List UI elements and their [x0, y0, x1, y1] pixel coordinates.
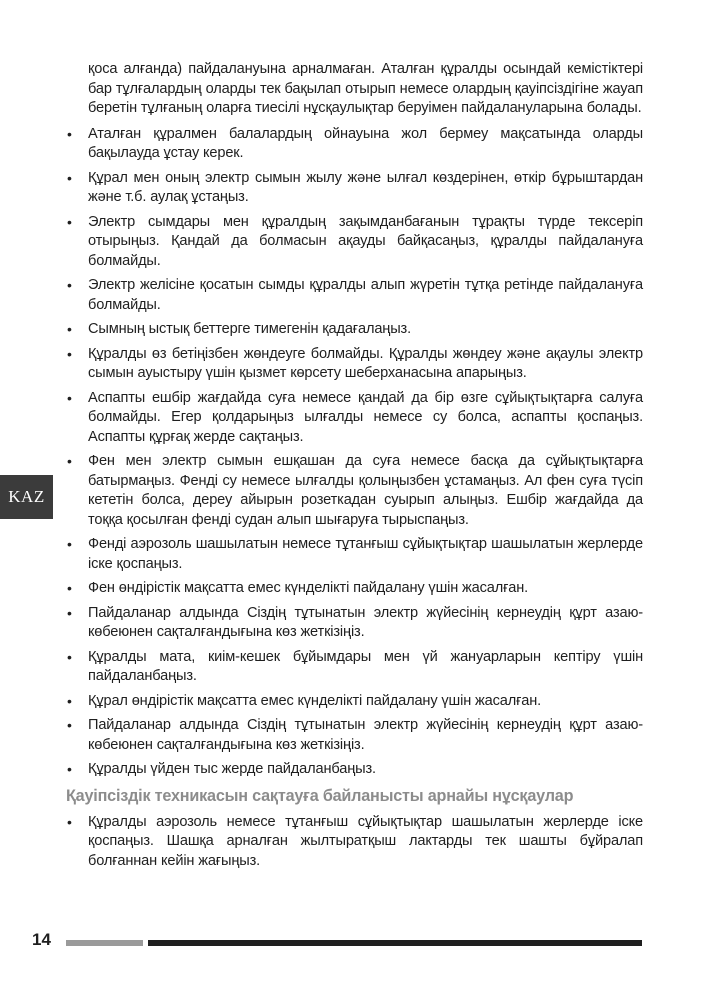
bullet-item: • Фенді аэрозоль шашылатын немесе тұтанғыш сұйықтықтар шашылатын жерлерде іске қоспаңыз.: [66, 535, 643, 574]
bullet-item: • Құралды өз бетіңізбен жөндеуге болмайды. Құралды жөндеу және ақаулы электр сымын ауыстыру үшін қызмет көрсету шеберханасына апарыңыз.: [66, 345, 643, 384]
safety-bullet-list: [66, 125, 643, 780]
bullet-item: • Электр желісіне қосатын сымды құралды алып жүретін тұтқа ретінде пайдалануға болмайды.: [66, 276, 643, 315]
bullet-item: • Құралды үйден тыс жерде пайдаланбаңыз.: [66, 760, 643, 780]
bullet-item: • Аталған құралмен балалардың ойнауына жол бермеу мақсатында оларды бақылауда ұстау керек.: [66, 125, 643, 164]
bullet-item: • Пайдаланар алдында Сіздің тұтынатын электр жүйесінің кернеудің құрт азаю-көбеюнен сақталғандығына көз жеткізіңіз.: [66, 604, 643, 643]
bullet-item: • Құралды мата, киім-кешек бұйымдары мен үй жануарларын кептіру үшін пайдаланбаңыз.: [66, 648, 643, 687]
bullet-item: • Фен өндірістік мақсатта емес күнделікті пайдалану үшін жасалған.: [66, 579, 643, 599]
footer-rule-short: [66, 940, 143, 946]
special-instructions-list: [66, 813, 643, 872]
intro-paragraph: қоса алғанда) пайдалануына арналмаған. Аталған құралды осындай кемістіктері бар тұлғалардың оларды тек бақылап отырып немесе олардың қауіпсіздігіне жауап беретін тұлғаның оларға тиесілі нұсқаулықтар беруімен пайдалануларына болады.: [88, 61, 643, 116]
bullet-item: • Құрал өндірістік мақсатта емес күнделікті пайдалану үшін жасалған.: [66, 692, 643, 712]
bullet-item: • Электр сымдары мен құралдың зақымданбағанын тұрақты түрде тексеріп отырыңыз. Қандай да болмасын ақауды байқасаңыз, құралды пайдалануға болмайды.: [66, 213, 643, 272]
bullet-item: • Аспапты ешбір жағдайда суға немесе қандай да бір өзге сұйықтықтарға салуға болмайды. Егер қолдарыңыз ылғалды немесе су болса, аспапты қоспаңыз. Аспапты құрғақ жерде сақтаңыз.: [66, 389, 643, 448]
footer-rule-long: [148, 940, 642, 946]
bullet-item: • Пайдаланар алдында Сіздің тұтынатын электр жүйесінің кернеудің құрт азаю-көбеюнен сақталғандығына көз жеткізіңіз.: [66, 716, 643, 755]
page-number: 14: [32, 930, 51, 949]
language-tab-label: KAZ: [8, 487, 45, 506]
bullet-item: • Құрал мен оның электр сымын жылу және ылғал көздерінен, өткір бұрыштардан және т.б. аулақ ұстаңыз.: [66, 169, 643, 208]
section-title: Қауіпсіздік техникасын сақтауға байланысты арнайы нұсқаулар: [66, 786, 574, 805]
page-content: [66, 60, 643, 871]
bullet-item: • Құралды аэрозоль немесе тұтанғыш сұйықтықтар шашылатын жерлерде іске қоспаңыз. Шашқа арналған жылтыратқыш лактарды тек шашты бұйралап болғаннан кейін жағыңыз.: [66, 813, 643, 872]
bullet-item: • Фен мен электр сымын ешқашан да суға немесе басқа да сұйықтықтарға батырмаңыз. Фенді су немесе ылғалды қолыңызбен ұстамаңыз. Ал фен суға түсіп кететін болса, дереу айырын розеткадан суырып алыңыз. Ешбір жағдайда да тоққа қосылған фенді судан алып шығаруға тырыспаңыз.: [66, 452, 643, 530]
language-tab: [0, 475, 53, 519]
bullet-item: • Сымның ыстық беттерге тимегенін қадағалаңыз.: [66, 320, 643, 340]
